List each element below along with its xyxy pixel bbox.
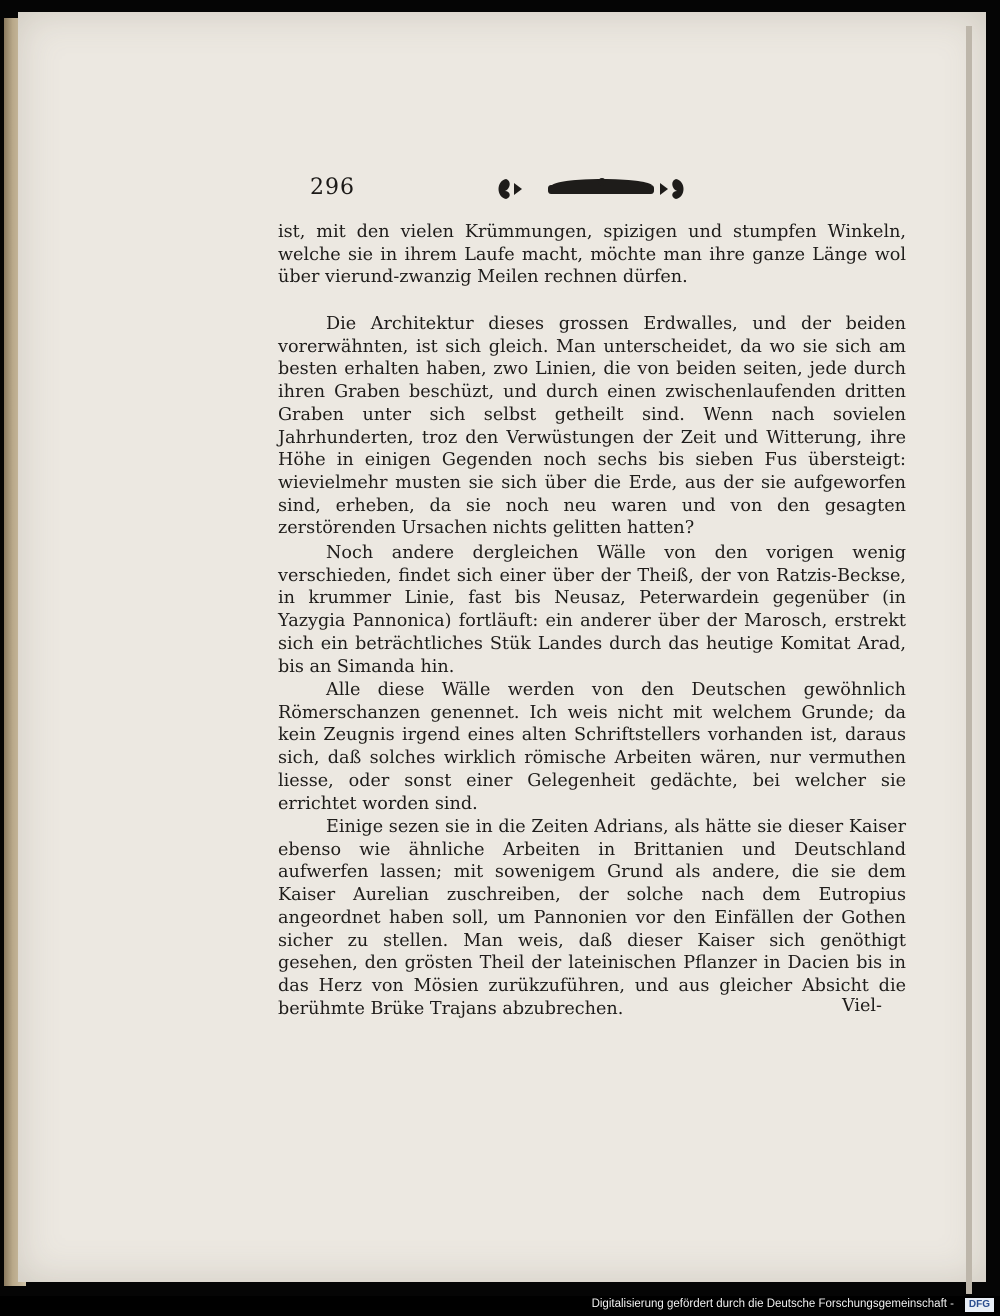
text-paragraph xyxy=(278,816,906,1020)
page-number: 296 xyxy=(310,175,355,200)
header-ornament-icon xyxy=(492,175,772,203)
text-paragraph xyxy=(278,679,906,815)
text-paragraph xyxy=(278,221,906,289)
page-right-edge xyxy=(966,26,972,1294)
paragraph-text: Einige sezen sie in die Zeiten Adrians, als hätte sie dieser Kaiser ebenso wie ähnliche Arbeiten in Brittanien und Deutschland aufwerfen lassen; mit sowenigem Grund als andere, die sie dem Kaiser Aurelian zuschreiben, der solche nach dem Eutropius angeordnet haben soll, um Pannonien vor den Einfällen der Gothen sicher zu stellen. Man weis, daß dieser Kaiser sich genöthigt gesehen, den grösten Theil der lateinischen Pflanzer in Dacien bis in das Herz von Mösien zurükzuführen, und aus gleicher Absicht die berühmte Brüke Trajans abzubrechen. xyxy=(278,817,906,1019)
digitization-footer xyxy=(0,1296,1000,1316)
page-header xyxy=(282,175,904,205)
catchword: Viel- xyxy=(842,996,883,1016)
paragraph-text: ist, mit den vielen Krümmungen, spizigen und stumpfen Winkeln, welche sie in ihrem Laufe macht, möchte man ihre ganze Länge wol über vierund-zwanzig Meilen rechnen dürfen. xyxy=(278,222,906,288)
text-paragraph xyxy=(278,313,906,540)
footer-credit-text: Digitalisierung gefördert durch die Deutsche Forschungsgemeinschaft - xyxy=(591,1298,954,1310)
paragraph-text: Noch andere dergleichen Wälle von den vorigen wenig verschieden, findet sich einer über der Theiß, der von Ratzis-Beckse, in krummer Linie, fast bis Neusaz, Peterwardein gegenüber (in Yazygia Pannonica) fortläuft: ein anderer über der Marosch, erstrekt sich ein beträchtliches Stük Landes durch das heutige Komitat Arad, bis an Simanda hin. xyxy=(278,543,906,677)
paragraph-text: Die Architektur dieses grossen Erdwalles, und der beiden vorerwähnten, ist sich gleich. Man unterscheidet, da wo sie sich am besten erhalten haben, zwo Linien, die von beiden seiten, jede durch ihren Graben beschüzt, und durch einen zwischenlaufenden dritten Graben unter sich selbst getheilt sind. Wenn nach sovielen Jahrhunderten, troz den Verwüstungen der Zeit und Witterung, ihre Höhe in einigen Gegenden noch sechs bis sieben Fus übersteigt: wievielmehr musten sie sich über die Erde, aus der sie aufgeworfen sind, erheben, da sie noch neu waren und von den gesagten zerstörenden Ursachen nichts gelitten hatten? xyxy=(278,314,906,539)
dfg-logo: DFG xyxy=(965,1298,994,1312)
paragraph-text: Alle diese Wälle werden von den Deutschen gewöhnlich Römerschanzen genennet. Ich weis nicht mit welchem Grunde; da kein Zeugnis irgend eines alten Schriftstellers vorhanden ist, daraus sich, daß solches wirklich römische Arbeiten wären, nur vermuthen liesse, oder sonst einer Gelegenheit gedächte, bei welcher sie errichtet worden sind. xyxy=(278,680,906,814)
text-paragraph xyxy=(278,542,906,678)
